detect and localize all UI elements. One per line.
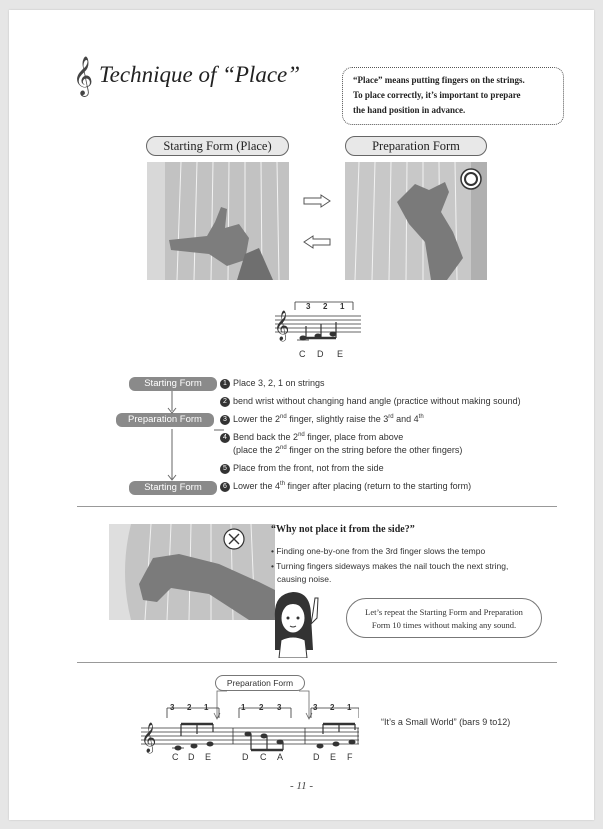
why-heading: “Why not place it from the side?”: [271, 524, 415, 535]
step-3: 3 Lower the 2nd finger, slightly raise the 3rd and 4th: [220, 414, 424, 425]
step-1: 1 Place 3, 2, 1 on strings: [220, 378, 325, 389]
tag-starting-form: Starting Form: [129, 481, 217, 495]
finger-number: 3: [170, 703, 175, 712]
finger-number: 2: [187, 703, 192, 712]
page-title: Technique of “Place”: [99, 62, 301, 87]
finger-number: 3: [306, 302, 311, 311]
arrow-right-icon: [303, 194, 331, 213]
divider: [77, 506, 557, 507]
song-caption: “It’s a Small World” (bars 9 to12): [381, 717, 511, 727]
finger-number: 1: [340, 302, 345, 311]
preparation-form-label: Preparation Form: [345, 136, 487, 156]
divider: [77, 662, 557, 663]
correct-circle-icon: [460, 168, 482, 195]
page-number: - 11 -: [289, 780, 313, 792]
intro-note-line: “Place” means putting fingers on the strings.: [353, 75, 525, 85]
note-letter: E: [205, 752, 212, 762]
tip-speech-bubble: Let’s repeat the Starting Form and Preparation Form 10 times without making any sound.: [346, 598, 542, 638]
note-letter: C: [172, 752, 179, 762]
step-4: 4 Bend back the 2nd finger, place from above: [220, 432, 403, 443]
arrow-left-icon: [303, 235, 331, 254]
note-letter: C: [299, 349, 306, 359]
finger-number: 3: [277, 703, 282, 712]
svg-text:𝄞: 𝄞: [274, 311, 290, 341]
note-letter: E: [330, 752, 337, 762]
tag-preparation-form: Preparation Form: [116, 413, 214, 427]
note-letter: D: [317, 349, 324, 359]
step-4-detail: (place the 2nd finger on the string before the other fingers): [233, 445, 463, 455]
note-letter: F: [347, 752, 353, 762]
flow-arrows: [167, 391, 179, 488]
tag-starting-form: Starting Form: [129, 377, 217, 391]
finger-number: 2: [330, 703, 335, 712]
finger-number: 3: [313, 703, 318, 712]
wrong-x-icon: [223, 528, 245, 555]
finger-number: 1: [347, 703, 352, 712]
note-letter: D: [242, 752, 249, 762]
top-music-staff: [271, 300, 363, 351]
finger-number: 1: [204, 703, 209, 712]
starting-form-photo: [147, 162, 289, 280]
side-placement-photo: [109, 524, 275, 620]
why-bullet-1: • Finding one-by-one from the 3rd finger slows the tempo: [271, 546, 486, 556]
intro-note-line: To place correctly, it’s important to prepare: [353, 90, 521, 100]
note-letter: E: [337, 349, 344, 359]
note-letter: A: [277, 752, 284, 762]
note-letter: C: [260, 752, 267, 762]
intro-note-line: the hand position in advance.: [353, 105, 466, 115]
step-2: 2 bend wrist without changing hand angle (practice without making sound): [220, 396, 521, 407]
why-bullet-2: • Turning fingers sideways makes the nail touch the next string,: [271, 561, 509, 571]
svg-text:𝄞: 𝄞: [141, 723, 157, 753]
step-5: 5 Place from the front, not from the side: [220, 463, 384, 474]
finger-number: 2: [323, 302, 328, 311]
teacher-avatar: [267, 588, 325, 663]
note-letter: D: [188, 752, 195, 762]
finger-number: 1: [241, 703, 246, 712]
intro-note-box: [342, 67, 564, 125]
step-6: 6 Lower the 4th finger after placing (return to the starting form): [220, 481, 471, 492]
why-bullet-2-cont: causing noise.: [277, 574, 332, 584]
treble-clef-ornament-icon: 𝄞: [73, 56, 94, 96]
preparation-form-callout: Preparation Form: [215, 675, 305, 691]
note-letter: D: [313, 752, 320, 762]
page: [9, 10, 594, 820]
finger-number: 2: [259, 703, 264, 712]
starting-form-label: Starting Form (Place): [146, 136, 289, 156]
